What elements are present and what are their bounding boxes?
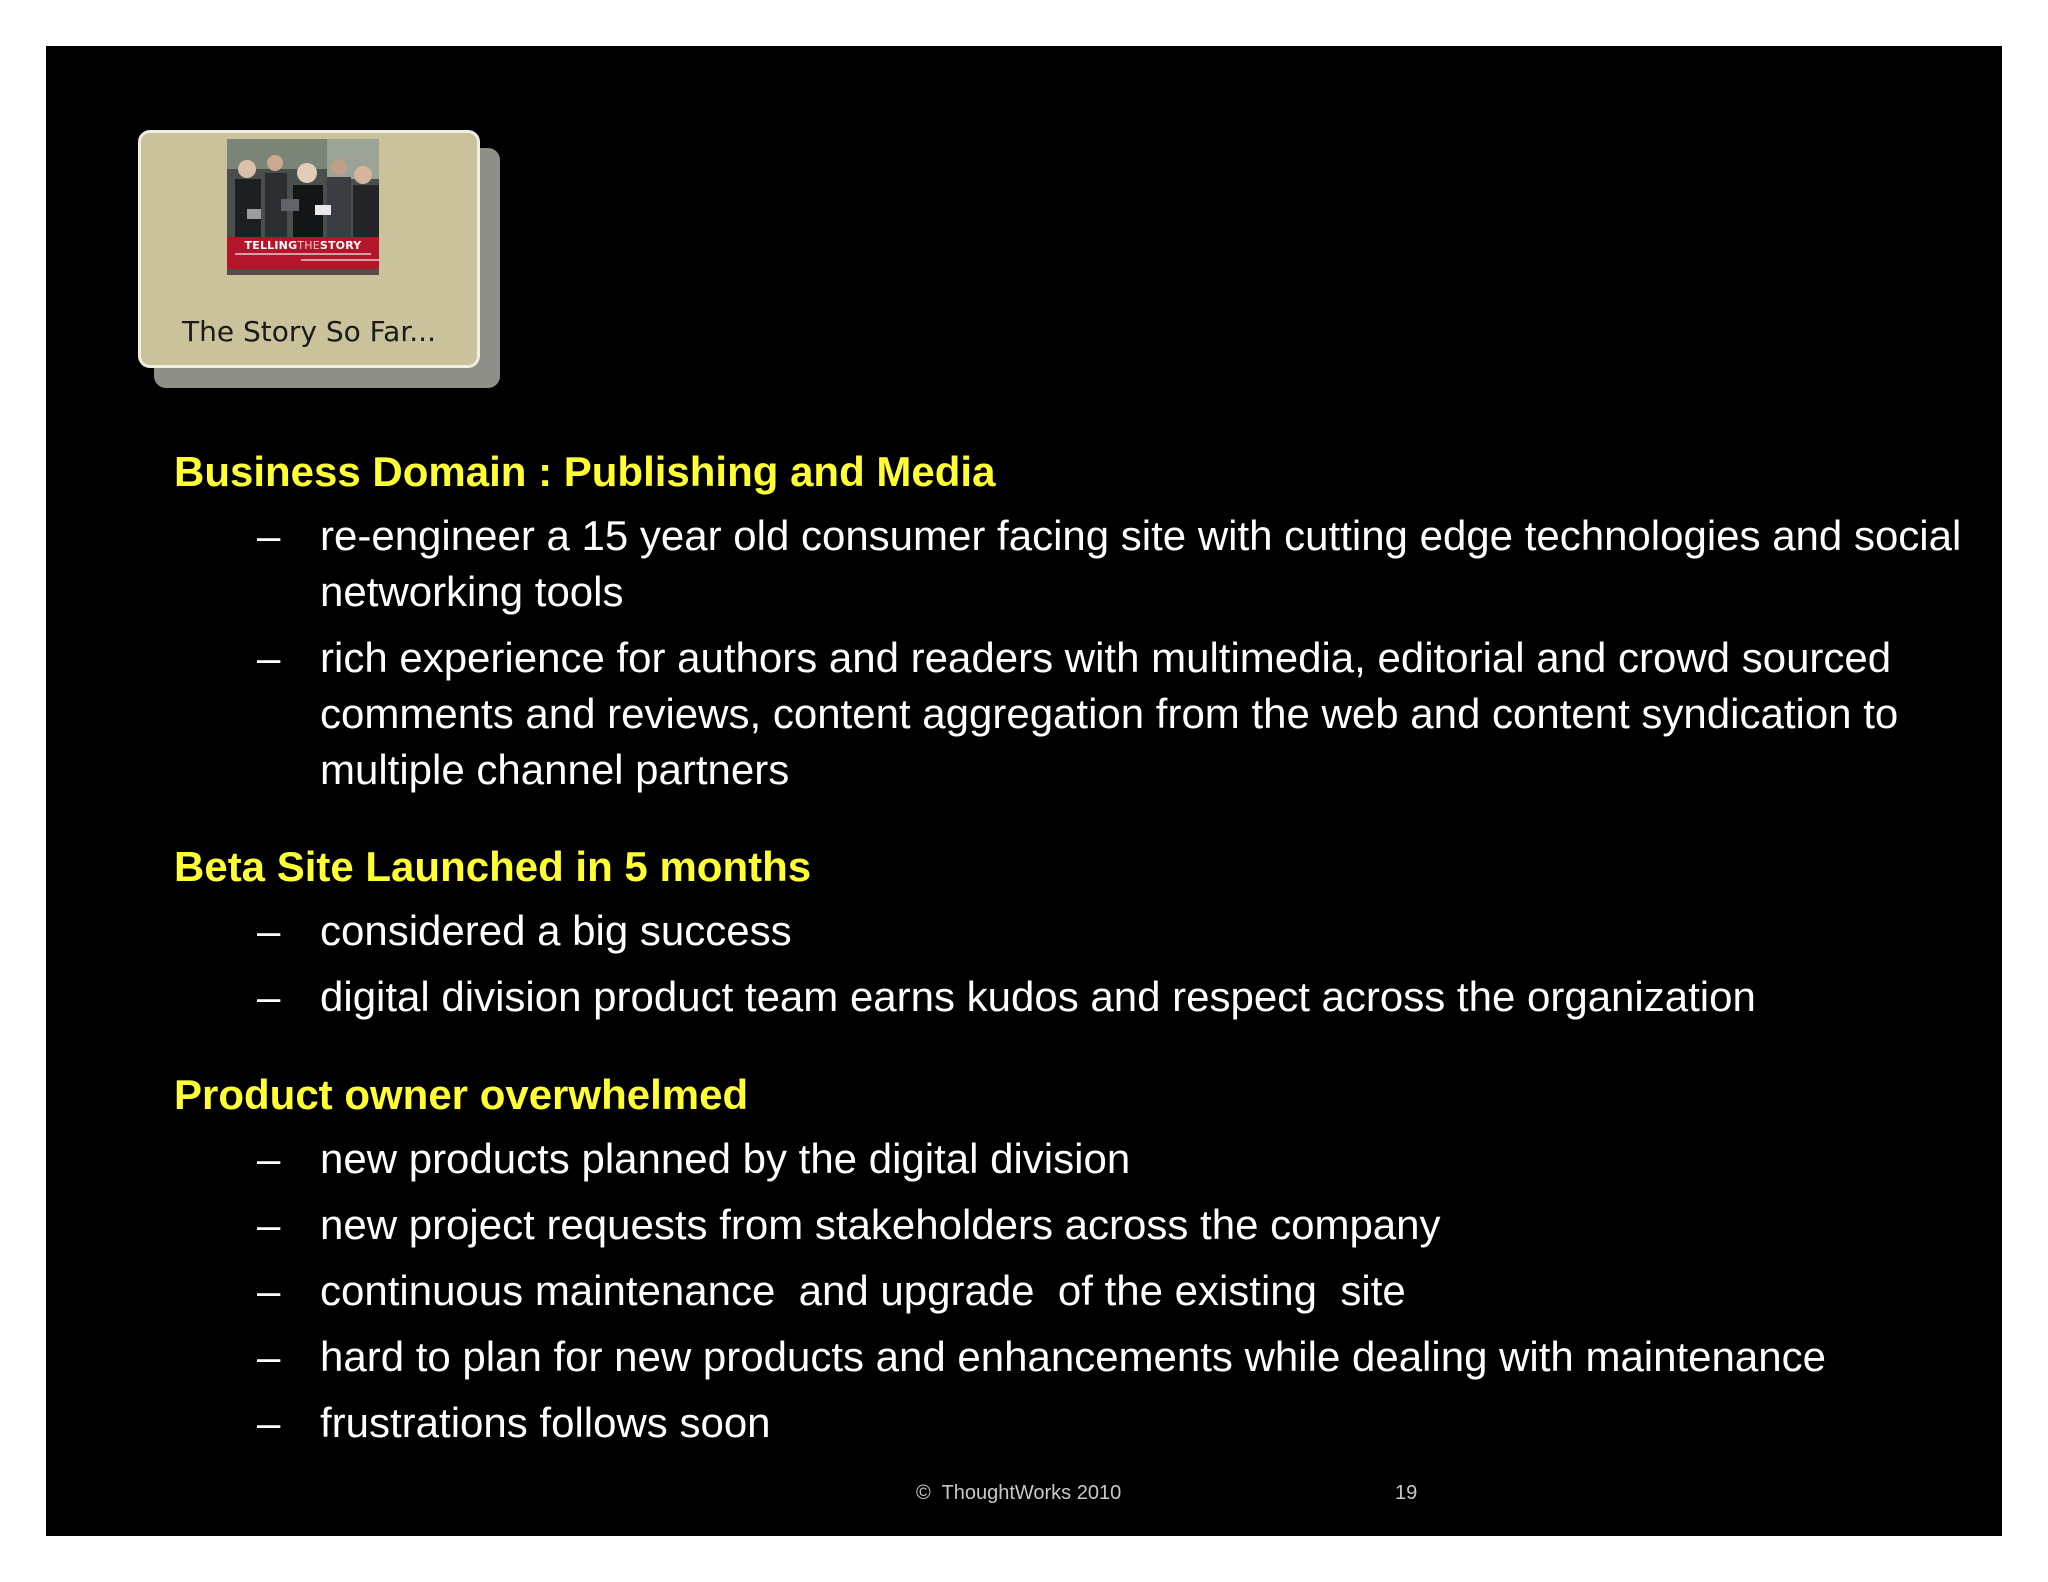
section-business-domain (174, 446, 1964, 798)
card-caption: The Story So Far... (182, 315, 436, 348)
dash-bullet: – (257, 973, 281, 1020)
book-cover-image (227, 139, 379, 275)
list-item: – re-engineer a 15 year old consumer facing site with cutting edge technologies and social networking tools (174, 508, 1964, 620)
list-item: – considered a big success (174, 903, 1964, 959)
list-item: – rich experience for authors and readers with multimedia, editorial and crowd sourced comments and reviews, content aggregation from the web and content syndication to multiple channel partners (174, 630, 1964, 798)
book-title-band (227, 237, 379, 269)
dash-bullet: – (257, 1267, 281, 1314)
dash-bullet: – (257, 907, 281, 954)
book-base (227, 269, 379, 275)
book-title: TELLINGTHESTORY (244, 239, 362, 252)
dash-bullet: – (257, 634, 281, 681)
page-number: 19 (1395, 1482, 1418, 1504)
section-heading: Product owner overwhelmed (174, 1071, 749, 1118)
dash-bullet: – (257, 1135, 281, 1182)
list-item: – new project requests from stakeholders across the company (174, 1197, 1964, 1253)
crowd-photo (227, 139, 379, 237)
list-item: – continuous maintenance and upgrade of the existing site (174, 1263, 1964, 1319)
list-item: – frustrations follows soon (174, 1395, 1964, 1451)
book-subtitle-lines (235, 253, 371, 265)
slide (46, 46, 2002, 1536)
dash-bullet: – (257, 512, 281, 559)
dash-bullet: – (257, 1333, 281, 1380)
dash-bullet: – (257, 1399, 281, 1446)
dash-bullet: – (257, 1201, 281, 1248)
section-heading: Beta Site Launched in 5 months (174, 843, 812, 890)
section-heading: Business Domain : Publishing and Media (174, 448, 996, 495)
list-item: – hard to plan for new products and enhancements while dealing with maintenance (174, 1329, 1964, 1385)
story-card (138, 130, 480, 368)
list-item: – digital division product team earns kudos and respect across the organization (174, 969, 1964, 1025)
list-item: – new products planned by the digital division (174, 1131, 1964, 1187)
section-product-owner (174, 1069, 1964, 1451)
section-beta-site (174, 841, 1964, 1025)
footer-copyright: © ThoughtWorks 2010 (916, 1482, 1122, 1504)
